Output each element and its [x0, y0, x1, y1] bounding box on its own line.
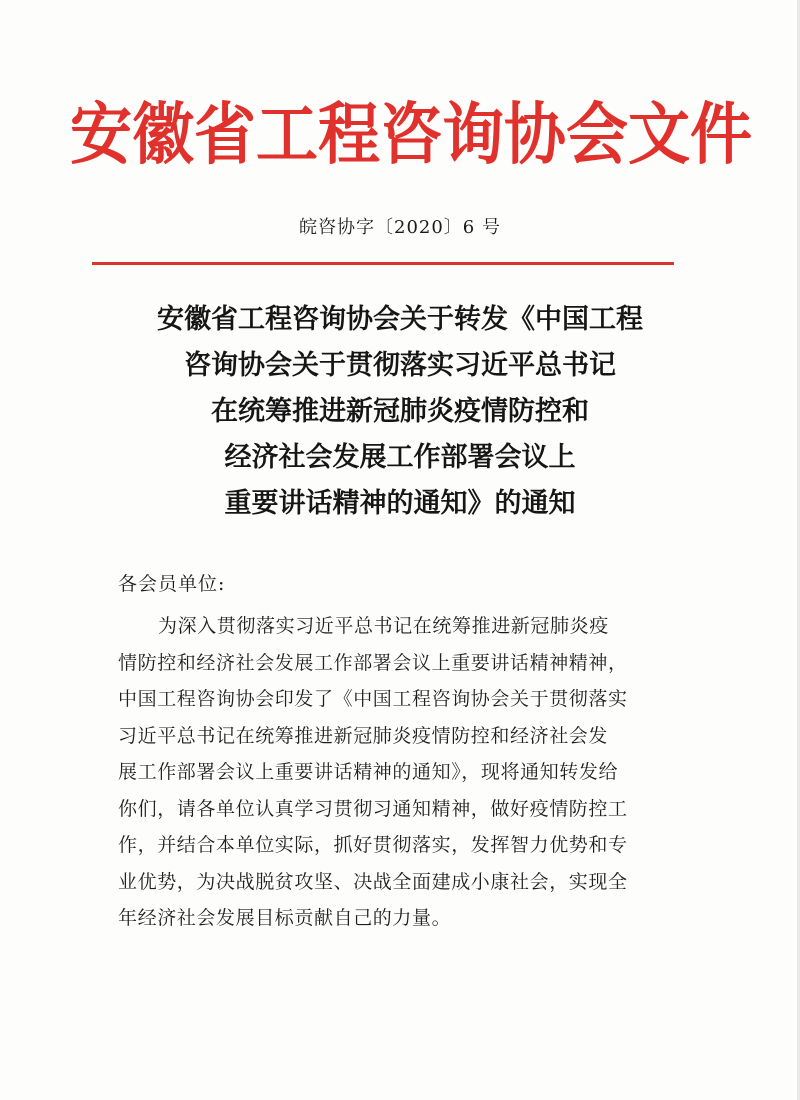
salutation: 各会员单位: — [118, 573, 226, 595]
body-line: 中国工程咨询协会印发了《中国工程咨询协会关于贯彻落实 — [118, 688, 628, 710]
document-number: 皖咨协字〔2020〕6 号 — [299, 217, 501, 238]
body-line: 作，并结合本单位实际，抓好贯彻落实，发挥智力优势和专 — [118, 834, 628, 856]
body-line: 习近平总书记在统筹推进新冠肺炎疫情防控和经济社会发 — [118, 724, 609, 747]
issuing-organization-header: 安徽省工程咨询协会文件 — [70, 95, 753, 174]
body-line: 你们，请各单位认真学习贯彻习通知精神，做好疫情防控工 — [118, 797, 628, 820]
body-line: 情防控和经济社会发展工作部署会议上重要讲话精神精神， — [118, 651, 628, 674]
notice-title-line: 重要讲话精神的通知》的通知 — [224, 488, 576, 519]
notice-title-line: 安徽省工程咨询协会关于转发《中国工程 — [157, 304, 643, 335]
body-paragraph — [118, 608, 680, 937]
notice-title-line: 在统筹推进新冠肺炎疫情防控和 — [211, 396, 589, 427]
body-line: 展工作部署会议上重要讲话精神的通知》，现将通知转发给 — [118, 761, 619, 783]
red-divider-rule — [92, 262, 674, 265]
body-line: 业优势，为决战脱贫攻坚、决战全面建成小康社会，实现全 — [118, 870, 628, 893]
body-line: 为深入贯彻落实习近平总书记在统筹推进新冠肺炎疫 — [158, 615, 609, 637]
notice-title-line: 咨询协会关于贯彻落实习近平总书记 — [184, 350, 616, 381]
notice-title-line: 经济社会发展工作部署会议上 — [224, 442, 576, 473]
notice-title — [100, 297, 700, 527]
body-line: 年经济社会发展目标贡献自己的力量。 — [118, 907, 452, 929]
